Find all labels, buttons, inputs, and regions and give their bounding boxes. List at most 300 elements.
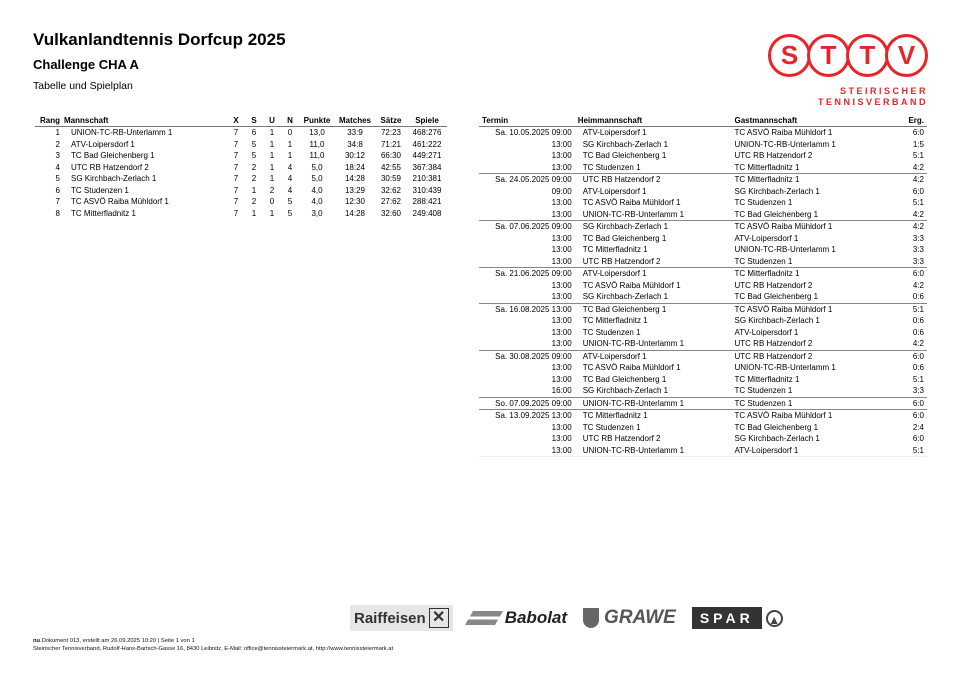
standing-wins: 2 bbox=[251, 162, 257, 172]
col-mannschaft: Mannschaft bbox=[63, 115, 227, 127]
standing-team: UTC RB Hatzendorf 2 bbox=[71, 162, 149, 172]
match-away-team: UTC RB Hatzendorf 2 bbox=[734, 339, 813, 349]
match-home-team: UTC RB Hatzendorf 2 bbox=[582, 256, 661, 266]
match-time: 09:00 bbox=[551, 128, 572, 138]
match-home-team: ATV-Loipersdorf 1 bbox=[575, 268, 732, 280]
match-away-team: TC ASVÖ Raiba Mühldorf 1 bbox=[732, 410, 891, 422]
spar-text: SPAR bbox=[692, 607, 762, 629]
footer-brand: nu bbox=[33, 638, 41, 644]
standing-games: 210:381 bbox=[412, 174, 442, 184]
match-away-team: UTC RB Hatzendorf 2 bbox=[734, 280, 813, 290]
match-away-team: TC Studenzen 1 bbox=[734, 386, 793, 396]
col-punkte: Punkte bbox=[299, 115, 335, 127]
standing-games: 288:421 bbox=[412, 197, 442, 207]
match-away-team: SG Kirchbach-Zerlach 1 bbox=[734, 316, 820, 326]
standing-played: 7 bbox=[233, 139, 239, 149]
match-result: 3:3 bbox=[912, 233, 924, 243]
match-time: 13:00 bbox=[551, 292, 572, 302]
schedule-row bbox=[479, 362, 927, 374]
standing-played: 7 bbox=[233, 162, 239, 172]
standings-row bbox=[35, 173, 447, 185]
schedule-row bbox=[479, 433, 927, 445]
match-away-team: TC Mitterfladnitz 1 bbox=[734, 162, 800, 172]
match-away-team: TC Studenzen 1 bbox=[734, 198, 793, 208]
match-away-team: ATV-Loipersdorf 1 bbox=[734, 233, 799, 243]
match-time: 16:00 bbox=[551, 386, 572, 396]
match-result: 4:2 bbox=[912, 209, 924, 219]
match-home-team: ATV-Loipersdorf 1 bbox=[575, 350, 732, 362]
standing-points: 11,0 bbox=[309, 151, 325, 161]
match-termin bbox=[479, 174, 575, 186]
match-termin bbox=[479, 422, 575, 434]
match-termin bbox=[479, 150, 575, 162]
sponsor-spar-logo bbox=[692, 607, 783, 629]
match-termin bbox=[479, 397, 575, 410]
grawe-shield-icon bbox=[583, 608, 599, 628]
standing-points: 4,0 bbox=[311, 197, 323, 207]
standing-draws: 1 bbox=[269, 151, 275, 161]
standing-wins: 1 bbox=[251, 185, 257, 195]
match-away-team: UTC RB Hatzendorf 2 bbox=[732, 350, 891, 362]
match-time: 13:00 bbox=[551, 422, 572, 432]
spar-tree-icon: ▲ bbox=[766, 610, 783, 627]
standing-sets: 30:59 bbox=[380, 174, 402, 184]
match-termin bbox=[479, 327, 575, 339]
match-termin bbox=[479, 410, 575, 422]
standing-matches: 14:28 bbox=[344, 208, 366, 218]
logo-letter-v: V bbox=[885, 34, 928, 77]
standing-sets: 42:55 bbox=[380, 162, 402, 172]
col-termin: Termin bbox=[479, 115, 575, 127]
standing-wins: 1 bbox=[251, 208, 257, 218]
match-home-team: TC Bad Gleichenberg 1 bbox=[582, 151, 667, 161]
match-termin bbox=[479, 256, 575, 268]
standing-played: 7 bbox=[233, 208, 239, 218]
raiffeisen-gable-icon: ✕ bbox=[429, 608, 449, 628]
standing-games: 461:222 bbox=[412, 139, 442, 149]
match-result: 0:6 bbox=[912, 292, 924, 302]
schedule-row bbox=[479, 315, 927, 327]
standing-rank: 4 bbox=[55, 162, 60, 172]
standing-draws: 1 bbox=[269, 139, 275, 149]
footer-line-2: Steirischer Tennisverband, Rudolf-Hans-Bartsch-Gasse 16, 8430 Leibnitz, E-Mail: office@tennissteiermark.at, http://www.tennissteiermark.at bbox=[33, 646, 394, 652]
match-termin bbox=[479, 433, 575, 445]
logo-line-1: STEIRISCHER bbox=[839, 86, 928, 96]
match-time: 13:00 bbox=[551, 198, 572, 208]
logo-circles bbox=[768, 34, 928, 77]
match-time: 13:00 bbox=[551, 162, 572, 172]
match-result: 0:6 bbox=[912, 327, 924, 337]
schedule-row bbox=[479, 374, 927, 386]
match-time: 09:00 bbox=[551, 186, 572, 196]
page-description: Tabelle und Spielplan bbox=[33, 80, 133, 92]
schedule-row bbox=[479, 244, 927, 256]
schedule-row bbox=[479, 186, 927, 198]
match-time: 13:00 bbox=[551, 316, 572, 326]
match-time: 09:00 bbox=[551, 269, 572, 279]
match-time: 09:00 bbox=[551, 175, 572, 185]
match-home-team: ATV-Loipersdorf 1 bbox=[582, 128, 647, 138]
schedule-row bbox=[479, 127, 927, 139]
footer-line-1 bbox=[33, 637, 393, 645]
standing-wins: 2 bbox=[251, 174, 257, 184]
standing-wins: 5 bbox=[251, 139, 257, 149]
standing-rank: 5 bbox=[55, 174, 60, 184]
standing-losses: 5 bbox=[287, 208, 293, 218]
schedule-row bbox=[479, 197, 927, 209]
match-date: Sa. 24.05.2025 bbox=[495, 175, 550, 185]
match-time: 09:00 bbox=[551, 398, 572, 408]
standing-rank: 8 bbox=[55, 208, 60, 218]
standing-rank: 3 bbox=[55, 151, 60, 161]
standing-matches: 30:12 bbox=[344, 151, 366, 161]
standing-losses: 1 bbox=[287, 151, 293, 161]
page-title: Vulkanlandtennis Dorfcup 2025 bbox=[33, 30, 286, 49]
standing-draws: 1 bbox=[269, 174, 275, 184]
standing-team: SG Kirchbach-Zerlach 1 bbox=[71, 174, 157, 184]
raiffeisen-text: Raiffeisen bbox=[354, 609, 426, 627]
schedule-row bbox=[479, 410, 927, 422]
col-ergebnis: Erg. bbox=[890, 115, 927, 127]
schedule-row bbox=[479, 303, 927, 315]
match-termin bbox=[479, 291, 575, 303]
standing-team: ATV-Loipersdorf 1 bbox=[71, 139, 135, 149]
col-rang: Rang bbox=[35, 115, 63, 127]
col-heimmannschaft: Heimmannschaft bbox=[575, 115, 732, 127]
match-time: 13:00 bbox=[551, 339, 572, 349]
standings-header-row bbox=[35, 115, 447, 127]
match-termin bbox=[479, 209, 575, 221]
logo-text bbox=[768, 86, 928, 108]
match-away-team: TC Bad Gleichenberg 1 bbox=[734, 209, 819, 219]
standing-team: TC Studenzen 1 bbox=[71, 185, 129, 195]
sponsor-bar bbox=[350, 604, 783, 632]
footer-document-info: .Dokument 013, erstellt am 26.09.2025 10:20 | Seite 1 von 1 bbox=[40, 638, 195, 644]
match-result: 5:1 bbox=[912, 374, 924, 384]
standing-matches: 33:9 bbox=[347, 128, 363, 138]
sponsor-raiffeisen-logo bbox=[350, 605, 453, 631]
standing-played: 7 bbox=[233, 185, 239, 195]
babolat-text: Babolat bbox=[504, 608, 568, 627]
match-result: 6:0 bbox=[912, 186, 924, 196]
match-home-team: UNION-TC-RB-Unterlamm 1 bbox=[575, 397, 732, 410]
match-home-team: SG Kirchbach-Zerlach 1 bbox=[582, 386, 669, 396]
schedule-table bbox=[479, 115, 927, 457]
match-away-team: UNION-TC-RB-Unterlamm 1 bbox=[734, 139, 836, 149]
match-home-team: TC Studenzen 1 bbox=[582, 162, 641, 172]
match-away-team: SG Kirchbach-Zerlach 1 bbox=[734, 186, 820, 196]
standing-draws: 1 bbox=[269, 208, 275, 218]
standing-rank: 1 bbox=[55, 128, 60, 138]
schedule-row bbox=[479, 268, 927, 280]
standing-points: 5,0 bbox=[311, 174, 323, 184]
match-time: 13:00 bbox=[551, 374, 572, 384]
match-away-team: ATV-Loipersdorf 1 bbox=[732, 445, 891, 457]
standing-points: 11,0 bbox=[309, 139, 325, 149]
schedule-row bbox=[479, 139, 927, 151]
schedule-row bbox=[479, 291, 927, 303]
schedule-row bbox=[479, 397, 927, 410]
standing-sets: 71:21 bbox=[380, 139, 402, 149]
match-home-team: TC Studenzen 1 bbox=[582, 422, 641, 432]
match-result: 3:3 bbox=[912, 245, 924, 255]
col-s: S bbox=[245, 115, 263, 127]
match-result: 3:3 bbox=[912, 386, 924, 396]
logo-letter-t: T bbox=[807, 34, 850, 77]
schedule-row bbox=[479, 385, 927, 397]
logo-letter-s: S bbox=[768, 34, 811, 77]
standing-matches: 13:29 bbox=[344, 185, 366, 195]
col-gastmannschaft: Gastmannschaft bbox=[732, 115, 891, 127]
standing-draws: 1 bbox=[269, 162, 275, 172]
standing-losses: 1 bbox=[287, 139, 293, 149]
match-result: 0:6 bbox=[912, 363, 924, 373]
match-termin bbox=[479, 197, 575, 209]
standings-table bbox=[35, 115, 447, 219]
standing-wins: 5 bbox=[251, 151, 257, 161]
standing-matches: 12:30 bbox=[344, 197, 366, 207]
sponsor-babolat-logo bbox=[469, 608, 567, 628]
standing-losses: 4 bbox=[287, 174, 293, 184]
match-result: 4:2 bbox=[890, 221, 927, 233]
match-time: 13:00 bbox=[551, 327, 572, 337]
stv-logo bbox=[768, 34, 928, 118]
match-away-team: TC Studenzen 1 bbox=[734, 256, 793, 266]
standing-played: 7 bbox=[233, 174, 239, 184]
match-away-team: UNION-TC-RB-Unterlamm 1 bbox=[734, 363, 836, 373]
match-home-team: SG Kirchbach-Zerlach 1 bbox=[582, 292, 669, 302]
match-termin bbox=[479, 362, 575, 374]
sponsor-grawe-logo bbox=[583, 607, 676, 629]
standing-draws: 0 bbox=[269, 197, 275, 207]
match-date: Sa. 21.06.2025 bbox=[495, 269, 550, 279]
schedule-row bbox=[479, 209, 927, 221]
standing-rank: 6 bbox=[55, 185, 60, 195]
schedule-row bbox=[479, 445, 927, 457]
match-away-team: TC Mitterfladnitz 1 bbox=[734, 374, 800, 384]
match-result: 6:0 bbox=[890, 268, 927, 280]
page-footer bbox=[33, 637, 393, 653]
schedule-row bbox=[479, 422, 927, 434]
match-result: 3:3 bbox=[912, 256, 924, 266]
match-away-team: UNION-TC-RB-Unterlamm 1 bbox=[734, 245, 836, 255]
match-time: 13:00 bbox=[551, 256, 572, 266]
match-home-team: TC Mitterfladnitz 1 bbox=[582, 245, 648, 255]
match-termin bbox=[479, 315, 575, 327]
match-home-team: UTC RB Hatzendorf 2 bbox=[575, 174, 732, 186]
schedule-row bbox=[479, 338, 927, 350]
match-away-team: TC ASVÖ Raiba Mühldorf 1 bbox=[732, 303, 891, 315]
standing-losses: 5 bbox=[287, 197, 293, 207]
match-home-team: SG Kirchbach-Zerlach 1 bbox=[575, 221, 732, 233]
col-spiele: Spiele bbox=[407, 115, 447, 127]
standing-matches: 14:28 bbox=[344, 174, 366, 184]
match-home-team: TC Mitterfladnitz 1 bbox=[575, 410, 732, 422]
match-time: 13:00 bbox=[551, 434, 572, 444]
schedule-row bbox=[479, 233, 927, 245]
match-result: 5:1 bbox=[890, 303, 927, 315]
match-time: 13:00 bbox=[551, 151, 572, 161]
standings-row bbox=[35, 208, 447, 220]
logo-letter-t: T bbox=[846, 34, 889, 77]
standing-sets: 72:23 bbox=[380, 128, 402, 138]
match-termin bbox=[479, 280, 575, 292]
match-termin bbox=[479, 221, 575, 233]
match-home-team: UNION-TC-RB-Unterlamm 1 bbox=[582, 339, 685, 349]
match-date: Sa. 13.09.2025 bbox=[495, 411, 550, 421]
match-home-team: TC Studenzen 1 bbox=[582, 327, 641, 337]
match-time: 13:00 bbox=[551, 363, 572, 373]
schedule-row bbox=[479, 150, 927, 162]
match-time: 09:00 bbox=[551, 222, 572, 232]
match-termin bbox=[479, 374, 575, 386]
schedule-row bbox=[479, 162, 927, 174]
match-termin bbox=[479, 385, 575, 397]
standing-losses: 0 bbox=[287, 128, 293, 138]
match-date: Sa. 16.08.2025 bbox=[495, 304, 550, 314]
match-termin bbox=[479, 186, 575, 198]
col-saetze: Sätze bbox=[375, 115, 407, 127]
match-home-team: TC Bad Gleichenberg 1 bbox=[575, 303, 732, 315]
match-away-team: TC ASVÖ Raiba Mühldorf 1 bbox=[734, 128, 833, 138]
match-result: 4:2 bbox=[912, 162, 924, 172]
match-away-team: UTC RB Hatzendorf 2 bbox=[734, 151, 813, 161]
standing-team: TC Mitterfladnitz 1 bbox=[71, 208, 136, 218]
standing-team: TC ASVÖ Raiba Mühldorf 1 bbox=[71, 197, 169, 207]
match-time: 13:00 bbox=[551, 233, 572, 243]
match-home-team: TC ASVÖ Raiba Mühldorf 1 bbox=[582, 198, 681, 208]
standing-points: 4,0 bbox=[311, 185, 323, 195]
match-away-team: TC Bad Gleichenberg 1 bbox=[734, 292, 819, 302]
standings-row bbox=[35, 139, 447, 151]
schedule-header-row bbox=[479, 115, 927, 127]
match-home-team: TC Mitterfladnitz 1 bbox=[582, 316, 648, 326]
match-home-team: TC ASVÖ Raiba Mühldorf 1 bbox=[582, 280, 681, 290]
match-time: 13:00 bbox=[551, 411, 572, 421]
match-result: 4:2 bbox=[912, 339, 924, 349]
standing-sets: 27:62 bbox=[380, 197, 402, 207]
match-time: 13:00 bbox=[551, 445, 572, 455]
standing-played: 7 bbox=[233, 128, 239, 138]
standing-games: 449:271 bbox=[412, 151, 442, 161]
match-termin bbox=[479, 162, 575, 174]
standing-rank: 2 bbox=[55, 139, 60, 149]
standing-draws: 1 bbox=[269, 128, 275, 138]
match-away-team: TC Mitterfladnitz 1 bbox=[732, 268, 891, 280]
standing-team: TC Bad Gleichenberg 1 bbox=[71, 151, 155, 161]
schedule-row bbox=[479, 350, 927, 362]
match-result: 6:0 bbox=[890, 397, 927, 410]
page-subtitle: Challenge CHA A bbox=[33, 57, 139, 72]
match-termin bbox=[479, 338, 575, 350]
col-n: N bbox=[281, 115, 299, 127]
match-away-team: TC Mitterfladnitz 1 bbox=[732, 174, 891, 186]
col-matches: Matches bbox=[335, 115, 375, 127]
match-home-team: ATV-Loipersdorf 1 bbox=[582, 186, 647, 196]
standing-wins: 2 bbox=[251, 197, 257, 207]
standing-games: 249:408 bbox=[412, 208, 442, 218]
standing-played: 7 bbox=[233, 151, 239, 161]
match-home-team: UTC RB Hatzendorf 2 bbox=[582, 434, 661, 444]
standing-matches: 34:8 bbox=[347, 139, 363, 149]
match-away-team: TC ASVÖ Raiba Mühldorf 1 bbox=[732, 221, 891, 233]
standing-draws: 2 bbox=[269, 185, 275, 195]
match-result: 0:6 bbox=[912, 316, 924, 326]
match-away-team: TC Studenzen 1 bbox=[732, 397, 891, 410]
standing-sets: 32:60 bbox=[380, 208, 402, 218]
standings-row bbox=[35, 127, 447, 139]
standing-team: UNION-TC-RB-Unterlamm 1 bbox=[71, 128, 173, 138]
match-termin bbox=[479, 445, 575, 457]
match-home-team: SG Kirchbach-Zerlach 1 bbox=[582, 139, 669, 149]
col-x: X bbox=[227, 115, 245, 127]
schedule-row bbox=[479, 280, 927, 292]
match-time: 13:00 bbox=[551, 280, 572, 290]
match-time: 13:00 bbox=[551, 139, 572, 149]
match-result: 4:2 bbox=[890, 174, 927, 186]
match-away-team: TC Bad Gleichenberg 1 bbox=[734, 422, 819, 432]
standing-matches: 18:24 bbox=[344, 162, 366, 172]
match-away-team: ATV-Loipersdorf 1 bbox=[734, 327, 799, 337]
standing-wins: 6 bbox=[251, 128, 257, 138]
match-away-team: SG Kirchbach-Zerlach 1 bbox=[734, 434, 820, 444]
match-result: 1:5 bbox=[912, 139, 924, 149]
match-time: 13:00 bbox=[551, 209, 572, 219]
match-termin bbox=[479, 268, 575, 280]
match-result: 6:0 bbox=[912, 434, 924, 444]
match-termin bbox=[479, 303, 575, 315]
match-home-team: TC Bad Gleichenberg 1 bbox=[582, 233, 667, 243]
schedule-row bbox=[479, 327, 927, 339]
match-home-team: UNION-TC-RB-Unterlamm 1 bbox=[582, 209, 685, 219]
match-result: 6:0 bbox=[890, 350, 927, 362]
standing-points: 13,0 bbox=[309, 128, 325, 138]
babolat-stripe-icon bbox=[465, 611, 503, 625]
standing-played: 7 bbox=[233, 197, 239, 207]
match-time: 09:00 bbox=[551, 351, 572, 361]
standings-row bbox=[35, 162, 447, 174]
match-result: 5:1 bbox=[912, 151, 924, 161]
match-result: 5:1 bbox=[912, 198, 924, 208]
standing-sets: 66:30 bbox=[380, 151, 402, 161]
match-termin bbox=[479, 244, 575, 256]
schedule-row bbox=[479, 221, 927, 233]
logo-line-2: TENNISVERBAND bbox=[817, 97, 928, 107]
match-result: 2:4 bbox=[912, 422, 924, 432]
col-u: U bbox=[263, 115, 281, 127]
match-date: Sa. 30.08.2025 bbox=[495, 351, 550, 361]
standing-games: 468:276 bbox=[412, 128, 442, 138]
standing-losses: 4 bbox=[287, 185, 293, 195]
match-home-team: TC ASVÖ Raiba Mühldorf 1 bbox=[582, 363, 681, 373]
match-date: So. 07.09.2025 bbox=[495, 398, 550, 408]
match-termin bbox=[479, 350, 575, 362]
match-time: 13:00 bbox=[551, 304, 572, 314]
standings-row bbox=[35, 185, 447, 197]
standings-row bbox=[35, 196, 447, 208]
match-termin bbox=[479, 233, 575, 245]
match-result: 6:0 bbox=[912, 128, 924, 138]
match-result: 6:0 bbox=[890, 410, 927, 422]
standing-sets: 32:62 bbox=[380, 185, 402, 195]
match-termin bbox=[479, 127, 575, 139]
schedule-row bbox=[479, 256, 927, 268]
standing-games: 367:384 bbox=[412, 162, 442, 172]
standing-losses: 4 bbox=[287, 162, 293, 172]
match-result: 5:1 bbox=[890, 445, 927, 457]
match-home-team: UNION-TC-RB-Unterlamm 1 bbox=[575, 445, 732, 457]
match-time: 13:00 bbox=[551, 245, 572, 255]
